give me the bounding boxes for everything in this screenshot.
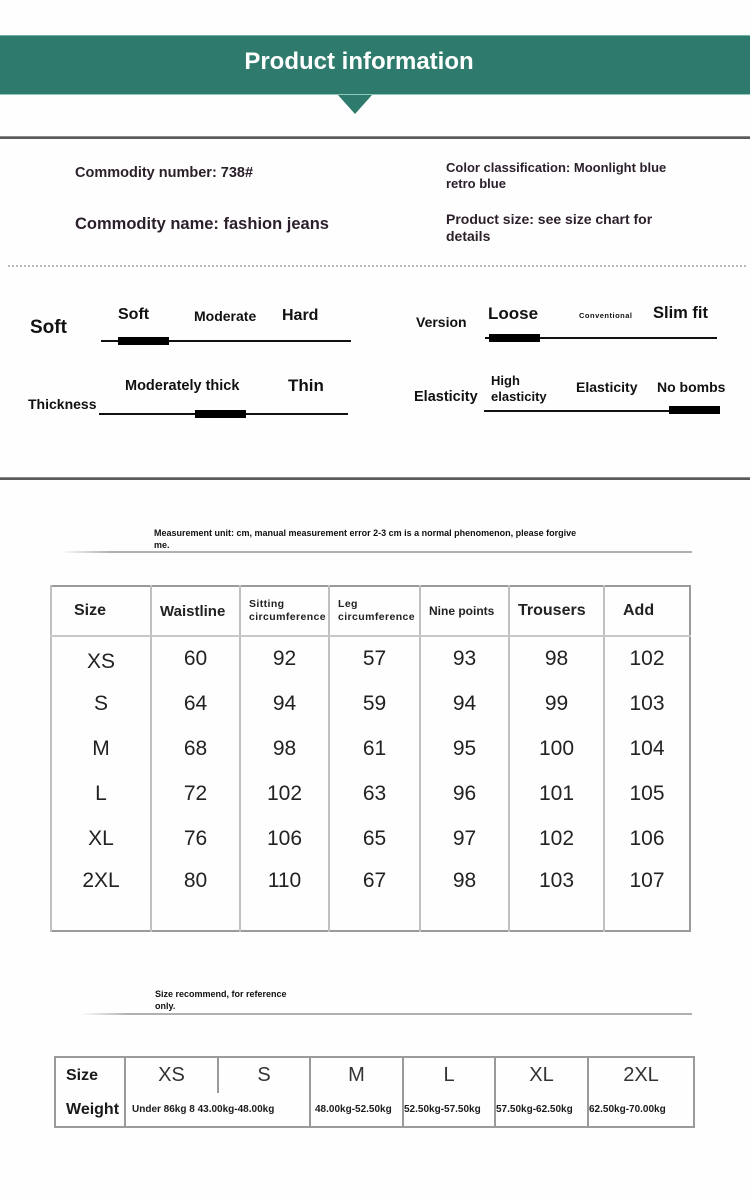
note-underline (60, 551, 692, 553)
weight-2xl: 62.50kg-70.00kg (588, 1093, 694, 1127)
cell-size: M (51, 726, 151, 771)
recommend-note-line2: only. (155, 1001, 176, 1011)
thickness-option-thin: Thin (288, 376, 324, 395)
cell-size: XS (51, 636, 151, 681)
softness-option-soft: Soft (118, 306, 150, 323)
cell-add: 104 (604, 726, 690, 771)
cell-nine-points: 94 (420, 681, 509, 726)
product-size-line2: details (446, 228, 491, 244)
cell-size: L (51, 771, 151, 816)
cell-waistline: 64 (151, 681, 240, 726)
cell-add: 105 (604, 771, 690, 816)
header-sitting-circ: circumference (249, 611, 326, 623)
banner-pointer (338, 95, 372, 114)
cell-sitting: 94 (240, 681, 329, 726)
recommend-note-line1: Size recommend, for reference (155, 989, 287, 999)
table-row (51, 726, 690, 771)
product-size (446, 211, 652, 245)
weight-size-xs: XS (125, 1057, 218, 1093)
elasticity-scale-marker (669, 406, 720, 414)
page-title: Product information (244, 48, 474, 75)
cell-sitting: 110 (240, 861, 329, 931)
cell-waistline: 72 (151, 771, 240, 816)
thickness-scale-marker (195, 410, 246, 418)
size-row-label: Size (66, 1066, 99, 1084)
thickness-label: Thickness (28, 396, 97, 412)
softness-option-hard: Hard (282, 307, 319, 324)
cell-leg: 63 (329, 771, 420, 816)
weight-size-row (55, 1057, 694, 1093)
cell-size: 2XL (51, 861, 151, 931)
cell-leg: 61 (329, 726, 420, 771)
header-size: Size (51, 586, 151, 636)
recommend-underline (80, 1013, 692, 1015)
weight-xl: 57.50kg-62.50kg (495, 1093, 588, 1127)
cell-nine-points: 93 (420, 636, 509, 681)
table-row (51, 681, 690, 726)
table-row (51, 636, 690, 681)
cell-trousers: 100 (509, 726, 604, 771)
cell-sitting: 102 (240, 771, 329, 816)
cell-leg: 59 (329, 681, 420, 726)
cell-trousers: 98 (509, 636, 604, 681)
cell-nine-points: 98 (420, 861, 509, 931)
commodity-name: Commodity name: fashion jeans (75, 215, 329, 233)
thickness-option-moderately-thick: Moderately thick (125, 378, 240, 394)
cell-nine-points: 97 (420, 816, 509, 861)
header-sitting-circumference (240, 586, 329, 636)
header-trousers: Trousers (509, 586, 604, 636)
cell-add: 102 (604, 636, 690, 681)
dotted-divider (8, 265, 746, 267)
cell-sitting: 106 (240, 816, 329, 861)
color-classification (446, 160, 666, 192)
version-label: Version (416, 314, 467, 330)
header-add: Add (604, 586, 690, 636)
cell-add: 106 (604, 816, 690, 861)
recommend-note (155, 988, 355, 1012)
elasticity-option-elasticity-word: elasticity (491, 389, 547, 404)
cell-trousers: 103 (509, 861, 604, 931)
weight-size-xl: XL (495, 1057, 588, 1093)
commodity-number: Commodity number: 738# (75, 165, 254, 181)
version-option-loose: Loose (488, 304, 539, 323)
version-scale-marker (489, 334, 540, 342)
elasticity-option-high-elasticity (491, 373, 547, 405)
cell-leg: 65 (329, 816, 420, 861)
cell-waistline: 80 (151, 861, 240, 931)
weight-row-label: Weight (66, 1100, 120, 1118)
cell-sitting: 98 (240, 726, 329, 771)
measurement-note (154, 527, 634, 551)
cell-size: S (51, 681, 151, 726)
weight-size-m: M (310, 1057, 403, 1093)
size-chart-table (50, 585, 691, 932)
softness-option-moderate: Moderate (194, 308, 257, 324)
weight-chart-table (54, 1056, 695, 1128)
elasticity-label: Elasticity (414, 389, 478, 405)
elasticity-option-high: High (491, 373, 520, 388)
cell-waistline: 76 (151, 816, 240, 861)
cell-add: 103 (604, 681, 690, 726)
measurement-note-line2: me. (154, 540, 170, 550)
cell-leg: 57 (329, 636, 420, 681)
table-row (51, 771, 690, 816)
cell-add: 107 (604, 861, 690, 931)
header-banner (0, 35, 750, 95)
cell-waistline: 68 (151, 726, 240, 771)
table-header-row (51, 586, 690, 636)
version-option-slim-fit: Slim fit (653, 304, 709, 322)
product-size-line1: Product size: see size chart for (446, 211, 653, 227)
weight-xs-s: Under 86kg 8 43.00kg-48.00kg (125, 1093, 310, 1127)
header-waistline: Waistline (151, 586, 240, 636)
section-divider (0, 477, 750, 480)
softness-scale-marker (118, 337, 169, 345)
cell-leg: 67 (329, 861, 420, 931)
weight-m: 48.00kg-52.50kg (310, 1093, 403, 1127)
header-leg: Leg (338, 598, 358, 610)
softness-label: Soft (30, 317, 67, 338)
elasticity-option-elasticity: Elasticity (576, 379, 638, 395)
cell-nine-points: 95 (420, 726, 509, 771)
header-leg-circumference (329, 586, 420, 636)
measurement-note-line1: Measurement unit: cm, manual measurement error 2-3 cm is a normal phenomenon, please forgive (154, 528, 577, 538)
weight-size-2xl: 2XL (588, 1057, 694, 1093)
version-option-conventional: Conventional (579, 311, 633, 320)
weight-size-l: L (403, 1057, 495, 1093)
color-classification-line2: retro blue (446, 176, 506, 191)
cell-trousers: 99 (509, 681, 604, 726)
cell-trousers: 101 (509, 771, 604, 816)
table-row (51, 861, 690, 931)
divider (0, 136, 750, 139)
elasticity-option-no-bombs: No bombs (657, 379, 726, 395)
header-nine-points: Nine points (420, 586, 509, 636)
color-classification-line1: Color classification: Moonlight blue (446, 160, 667, 175)
cell-size: XL (51, 816, 151, 861)
table-row (51, 816, 690, 861)
cell-nine-points: 96 (420, 771, 509, 816)
weight-value-row (55, 1093, 694, 1127)
header-leg-circ: circumference (338, 611, 415, 623)
cell-trousers: 102 (509, 816, 604, 861)
cell-sitting: 92 (240, 636, 329, 681)
weight-l: 52.50kg-57.50kg (403, 1093, 495, 1127)
cell-waistline: 60 (151, 636, 240, 681)
header-sitting: Sitting (249, 598, 285, 610)
weight-size-s: S (218, 1057, 310, 1093)
